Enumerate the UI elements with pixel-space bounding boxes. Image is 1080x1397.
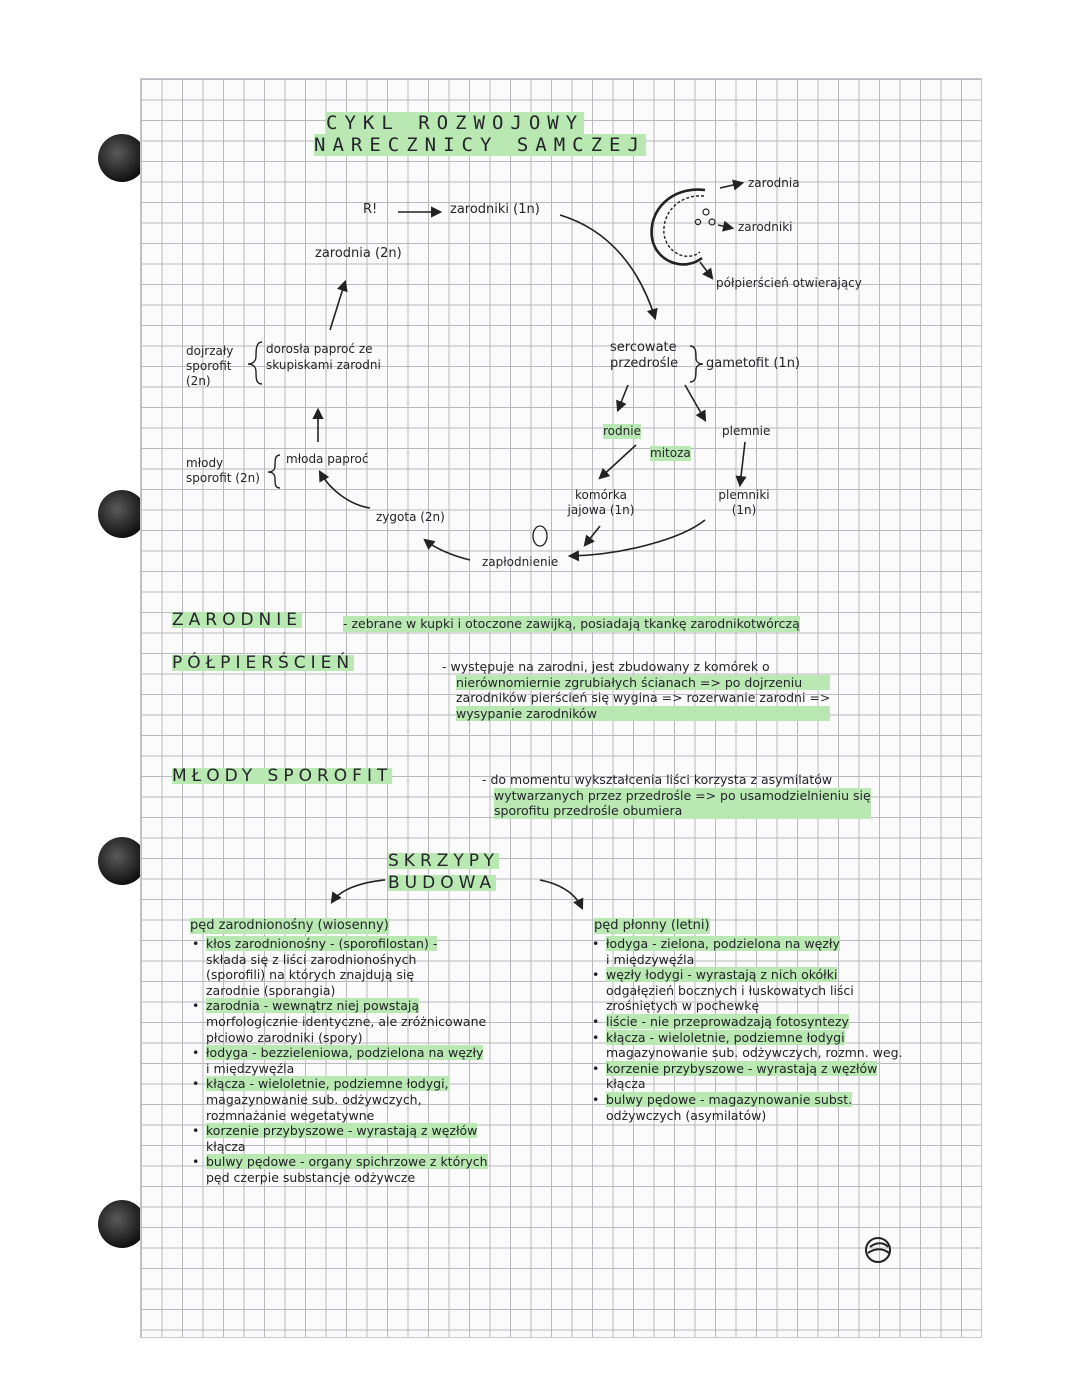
list-item: i międzywęźla [606,951,695,967]
list-item: zarodnie (sporangia) [206,982,336,998]
title-line1: CYKL ROZWOJOWY [326,112,585,134]
label-plemnie: plemnie [722,424,771,438]
definition-zarodnie: - zebrane w kupki i otoczone zawijką, posiadają tkankę zarodnikotwórczą [343,616,800,631]
list-item: • kłącza - wieloletnie, podziemne łodygi [592,1030,903,1046]
list-item: magazynowanie sub. odżywczych, rozmn. weg. [606,1045,903,1061]
label-polpierscien: półpierścień otwierający [716,276,862,290]
definition-polpierscien: - występuje na zarodni, jest zbudowany z komórek o nierównomiernie zgrubiałych ścianach => po dojrzeniu zarodników pierścień się wygina => rozerwanie zarodni => wysypanie zarodników [442,659,831,721]
label-r: R! [363,202,378,217]
label-mitoza: mitoza [650,446,691,460]
budowa-title: BUDOWA [388,873,497,893]
label-plemniki: plemniki (1n) [718,488,770,517]
label-zygota: zygota (2n) [376,510,445,524]
sporangium-icon [652,190,715,265]
label-zarodnia: zarodnia (2n) [315,246,402,261]
list-item: • korzenie przybyszowe - wyrastają z węzłów [192,1123,488,1139]
label-dojrzaly-sporofit: dojrzały sporofit (2n) [186,344,234,388]
list-item: • bulwy pędowe - magazynowanie subst. [592,1092,903,1108]
title-line2: NARECZNICY SAMCZEJ [314,134,646,156]
logo-icon [866,1238,890,1262]
term-mlody-sporofit: MŁODY SPOROFIT [172,766,393,786]
label-mlody-desc: młoda paproć [286,452,369,466]
label-sporangium-zarodniki: zarodniki [738,220,793,234]
label-dojrzaly-desc2: skupiskami zarodni [266,358,381,372]
list-item: • węzły łodygi - wyrastają z nich okółki [592,967,903,983]
label-gametofit: gametofit (1n) [706,356,801,371]
list-item: • kłos zarodnionośny - (sporofilostan) - [192,936,488,952]
egg-sketch [533,526,547,546]
list-item: • zarodnia - wewnątrz niej powstają [192,998,488,1014]
list-item: zrośniętych w pochewkę [606,998,760,1014]
label-komorka-jajowa: komórka jajowa (1n) [567,488,635,517]
list-item: pęd czerpie substancje odżywcze [206,1169,416,1185]
list-item: morfologicznie identyczne, ale zróżnicowane [206,1013,487,1029]
label-mlody-sporofit: młody sporofit (2n) [186,456,260,485]
term-polpierscien: PÓŁPIERŚCIEŃ [172,653,355,673]
label-sercowate: sercowate przedrośle [610,340,679,371]
label-rodnie: rodnie [603,424,641,438]
right-column-list [592,936,903,1123]
list-item: • kłącza - wieloletnie, podziemne łodygi, [192,1076,488,1092]
list-item: płciowo zarodniki (spory) [206,1029,363,1045]
list-item: • liście - nie przeprowadzają fotosyntezy [592,1014,903,1030]
list-item: • łodyga - bezzieleniowa, podzielona na węzły [192,1045,488,1061]
term-zarodnie: ZARODNIE [172,610,303,630]
left-column-list [192,936,488,1186]
list-item: magazynowanie sub. odżywczych, [206,1091,422,1107]
label-sporangium-zarodnia: zarodnia [748,176,800,190]
label-zarodniki: zarodniki (1n) [450,202,540,217]
list-item: składa się z liści zarodnionośnych [206,951,417,967]
definition-mlody-sporofit: - do momentu wykształcenia liści korzysta z asymilatów wytwarzanych przez przedrośle => po usamodzielnieniu się sporofitu przedrośle obumiera [482,772,871,818]
list-item: • łodyga - zielona, podzielona na węzły [592,936,903,952]
list-item: (sporofili) na których znajdują się [206,967,415,983]
list-item: kłącza [606,1076,646,1092]
list-item: kłącza [206,1138,246,1154]
skrzypy-title: SKRZYPY [388,851,500,871]
left-column-heading: pęd zarodnionośny (wiosenny) [190,918,389,933]
list-item: rozmnażanie wegetatywne [206,1107,375,1123]
list-item: • bulwy pędowe - organy spichrzowe z których [192,1154,488,1170]
label-zaplodnienie: zapłodnienie [482,555,559,569]
list-item: odżywczych (asymilatów) [606,1107,767,1123]
list-item: • korzenie przybyszowe - wyrastają z węzłów [592,1061,903,1077]
list-item: odgałęzień bocznych i łuskowatych liści [606,982,854,998]
label-dojrzaly-desc1: dorosła paproć ze [266,342,373,356]
list-item: i międzywęźla [206,1060,295,1076]
right-column-heading: pęd płonny (letni) [594,918,710,933]
